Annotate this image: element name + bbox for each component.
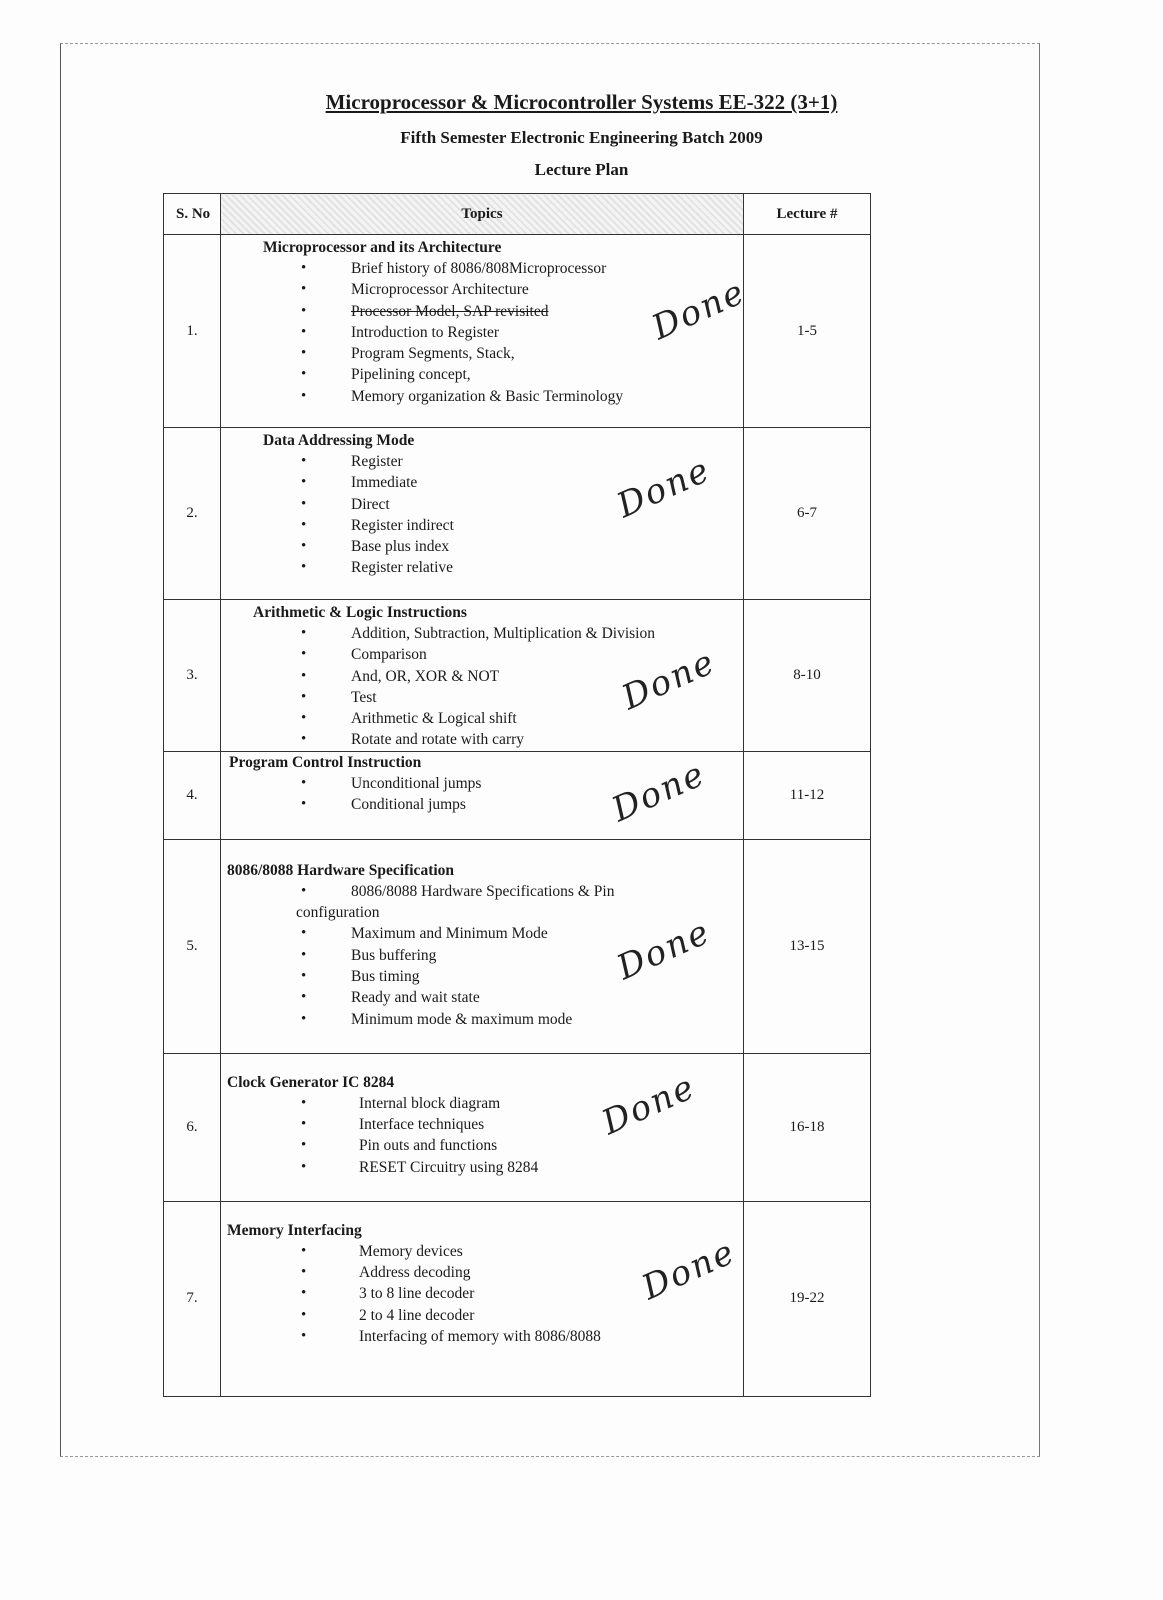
list-item: • Bus timing <box>221 966 743 987</box>
list-item: • Addition, Subtraction, Multiplication & Division <box>221 623 743 644</box>
row-number: 7. <box>164 1201 221 1396</box>
list-item: • Register relative <box>221 557 743 578</box>
table-row <box>164 428 871 600</box>
list-item: • Pin outs and functions <box>221 1135 743 1156</box>
course-title: Microprocessor & Microcontroller Systems EE-322 (3+1) <box>325 90 838 114</box>
section-title: Clock Generator IC 8284 <box>227 1073 395 1091</box>
lecture-range: 8-10 <box>744 600 871 752</box>
list-item: • Rotate and rotate with carry <box>221 729 743 750</box>
list-item: • Address decoding <box>221 1262 743 1283</box>
row-number: 4. <box>164 751 221 839</box>
list-item: • Maximum and Minimum Mode <box>221 923 743 944</box>
list-item: • Memory devices <box>221 1241 743 1262</box>
handwritten-done-mark: Done <box>611 911 717 989</box>
semester-subtitle: Fifth Semester Electronic Engineering Batch 2009 <box>400 128 763 147</box>
handwritten-done-mark: Done <box>636 1231 742 1309</box>
section-title: Program Control Instruction <box>229 753 422 771</box>
table-row <box>164 1201 871 1396</box>
list-item: • Base plus index <box>221 536 743 557</box>
handwritten-done-mark: Done <box>616 641 722 719</box>
list-item: • Register <box>221 451 743 472</box>
list-item: • Brief history of 8086/808Microprocessor <box>221 258 743 279</box>
section-title: Arithmetic & Logic Instructions <box>253 604 467 621</box>
list-item: • Microprocessor Architecture <box>221 279 743 300</box>
list-item-continuation: configuration <box>296 904 380 922</box>
handwritten-done-mark: Done <box>611 449 717 527</box>
lecture-range: 16-18 <box>744 1053 871 1201</box>
col-header-topics: Topics <box>221 194 744 235</box>
table-row <box>164 839 871 1053</box>
handwritten-done-mark: Done <box>596 1066 702 1144</box>
lecture-range: 6-7 <box>744 428 871 600</box>
section-title: Microprocessor and its Architecture <box>263 239 502 256</box>
row-number: 3. <box>164 600 221 752</box>
handwritten-done-mark: Done <box>606 753 712 831</box>
list-item: • Internal block diagram <box>221 1093 743 1114</box>
list-item: • Memory organization & Basic Terminology <box>221 386 743 407</box>
list-item: • Ready and wait state <box>221 987 743 1008</box>
struck-text: Processor Model, SAP revisited <box>351 302 549 320</box>
list-item: • Minimum mode & maximum mode <box>221 1009 743 1030</box>
lecture-range: 19-22 <box>744 1201 871 1396</box>
table-row <box>164 751 871 839</box>
list-item: • Arithmetic & Logical shift <box>221 708 743 729</box>
table-row <box>164 1053 871 1201</box>
lecture-range: 1-5 <box>744 235 871 428</box>
list-item: • Immediate <box>221 472 743 493</box>
list-item: • Program Segments, Stack, <box>221 343 743 364</box>
list-item: • RESET Circuitry using 8284 <box>221 1157 743 1178</box>
list-item: • Interface techniques <box>221 1114 743 1135</box>
table-row <box>164 235 871 428</box>
row-number: 6. <box>164 1053 221 1201</box>
lecture-plan-table <box>163 193 871 1397</box>
list-item: • Pipelining concept, <box>221 364 743 385</box>
col-header-lecture: Lecture # <box>744 194 871 235</box>
row-number: 5. <box>164 839 221 1053</box>
lecture-range: 13-15 <box>744 839 871 1053</box>
list-item: • Register indirect <box>221 515 743 536</box>
row-number: 1. <box>164 235 221 428</box>
list-item: • 3 to 8 line decoder <box>221 1283 743 1304</box>
lecture-range: 11-12 <box>744 751 871 839</box>
list-item: • 2 to 4 line decoder <box>221 1305 743 1326</box>
list-item: • 8086/8088 Hardware Specifications & Pin <box>221 881 743 902</box>
lecture-plan-heading: Lecture Plan <box>534 160 629 179</box>
list-item: • Test <box>221 687 743 708</box>
section-title: Memory Interfacing <box>227 1221 362 1239</box>
section-title: 8086/8088 Hardware Specification <box>227 861 455 879</box>
row-number: 2. <box>164 428 221 600</box>
section-title: Data Addressing Mode <box>263 432 415 449</box>
list-item: • Conditional jumps <box>221 794 743 815</box>
handwritten-done-mark: Done <box>646 271 752 349</box>
table-row <box>164 600 871 752</box>
list-item: • Direct <box>221 494 743 515</box>
list-item: • Interfacing of memory with 8086/8088 <box>221 1326 743 1347</box>
list-item: • Comparison <box>221 644 743 665</box>
list-item: • Unconditional jumps <box>221 773 743 794</box>
list-item: • Bus buffering <box>221 945 743 966</box>
col-header-sno: S. No <box>164 194 221 235</box>
list-item: • Introduction to Register <box>221 322 743 343</box>
list-item: • And, OR, XOR & NOT <box>221 666 743 687</box>
